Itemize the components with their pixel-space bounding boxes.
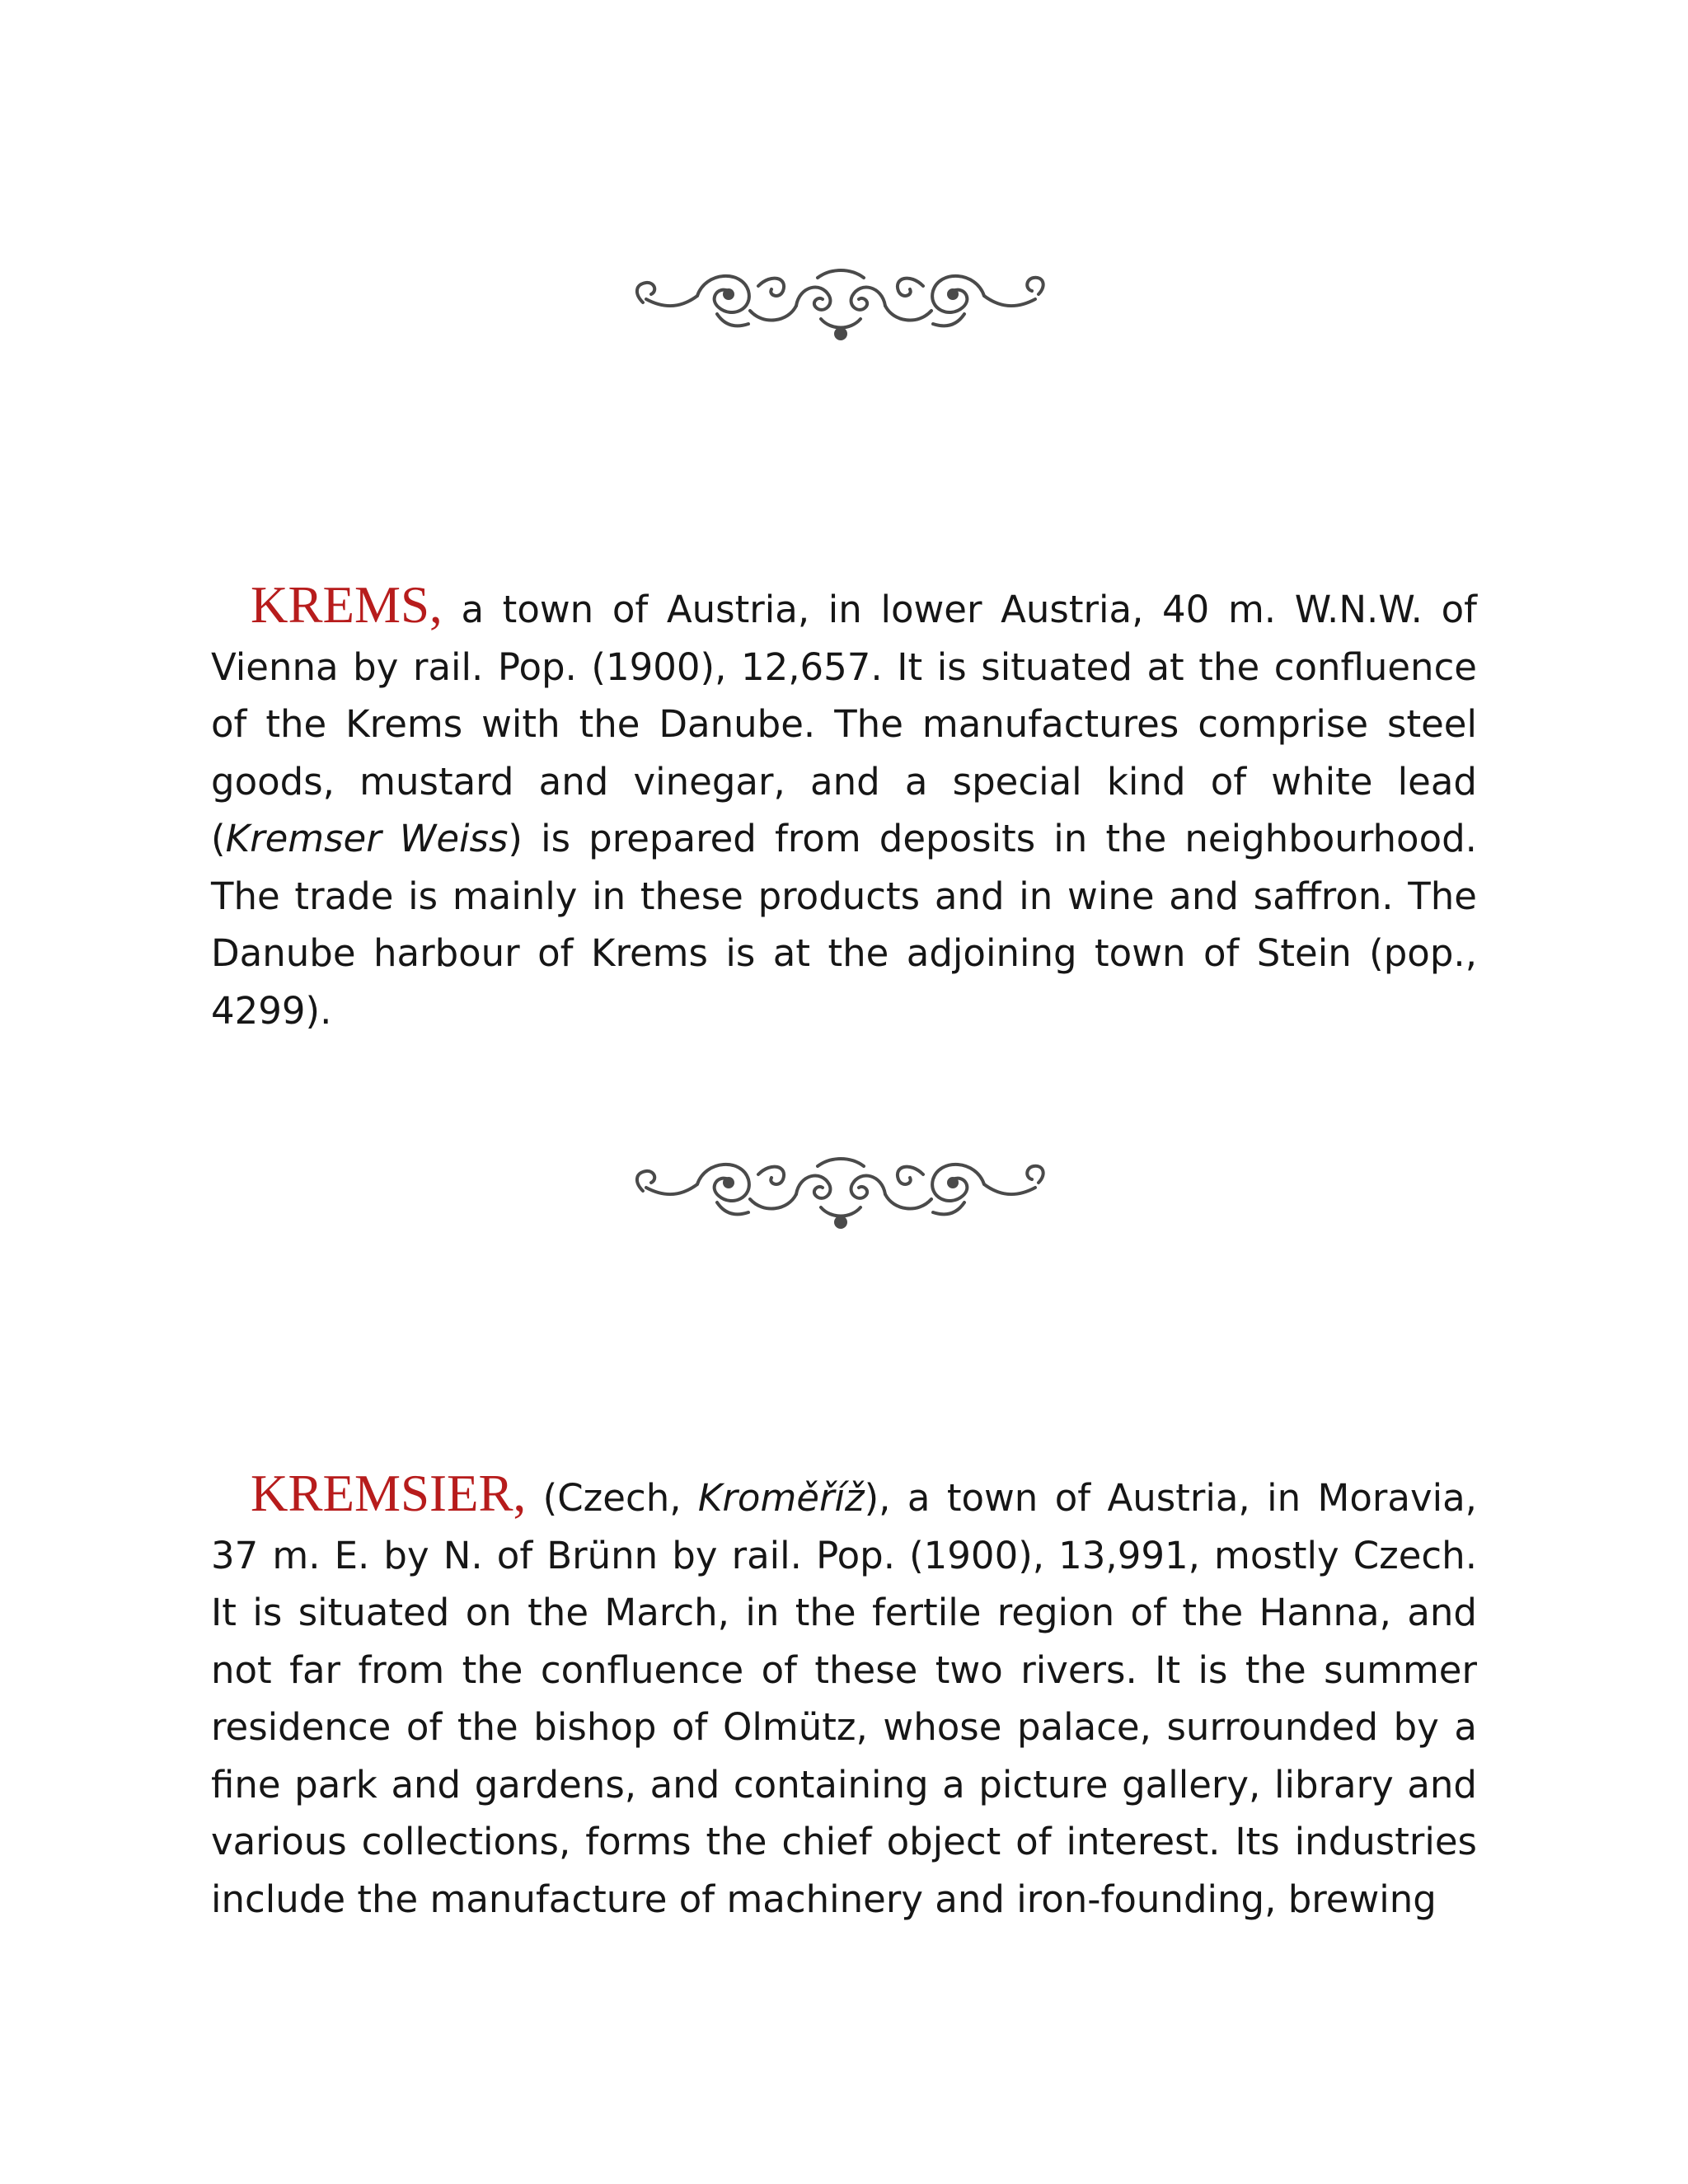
entry-italic-term: Kremser Weiss — [225, 817, 509, 860]
entry-italic-term: Kroměříž — [697, 1476, 865, 1520]
entry-text: (Czech, — [526, 1476, 698, 1520]
dictionary-entry — [211, 577, 1477, 1039]
dictionary-entry — [211, 1465, 1477, 1928]
scroll-ornament-icon — [626, 1141, 1055, 1232]
entry-text: ) is prepared from deposits in the neighbourhood. The trade is mainly in these products and in wine and saffron. The Danube harbour of Krems is at the adjoining town of Stein (pop., 4299). — [211, 817, 1477, 1033]
entry-headword: KREMS, — [251, 576, 443, 634]
scroll-ornament-icon — [626, 253, 1055, 344]
entry-text: ), a town of Austria, in Moravia, 37 m. E. by N. of Brünn by rail. Pop. (1900), 13,991, mostly Czech. It is situated on the March, in the fertile region of the Hanna, and not far from the confluence of these two rivers. It is the summer residence of the bishop of Olmütz, whose palace, surrounded by a fine park and gardens, and containing a picture gallery, library and various collections, forms the chief object of interest. Its industries include the manufacture of machinery and iron-founding, brewing — [211, 1476, 1477, 1921]
entry-text: a town of Austria, in lower Austria, 40 m. W.N.W. of Vienna by rail. Pop. (1900), 12,657. It is situated at the confluence of the Krems with the Danube. The manufactures comprise steel goods, mustard and vinegar, and a special kind of white lead ( — [211, 588, 1477, 860]
entry-headword: KREMSIER, — [251, 1465, 527, 1522]
